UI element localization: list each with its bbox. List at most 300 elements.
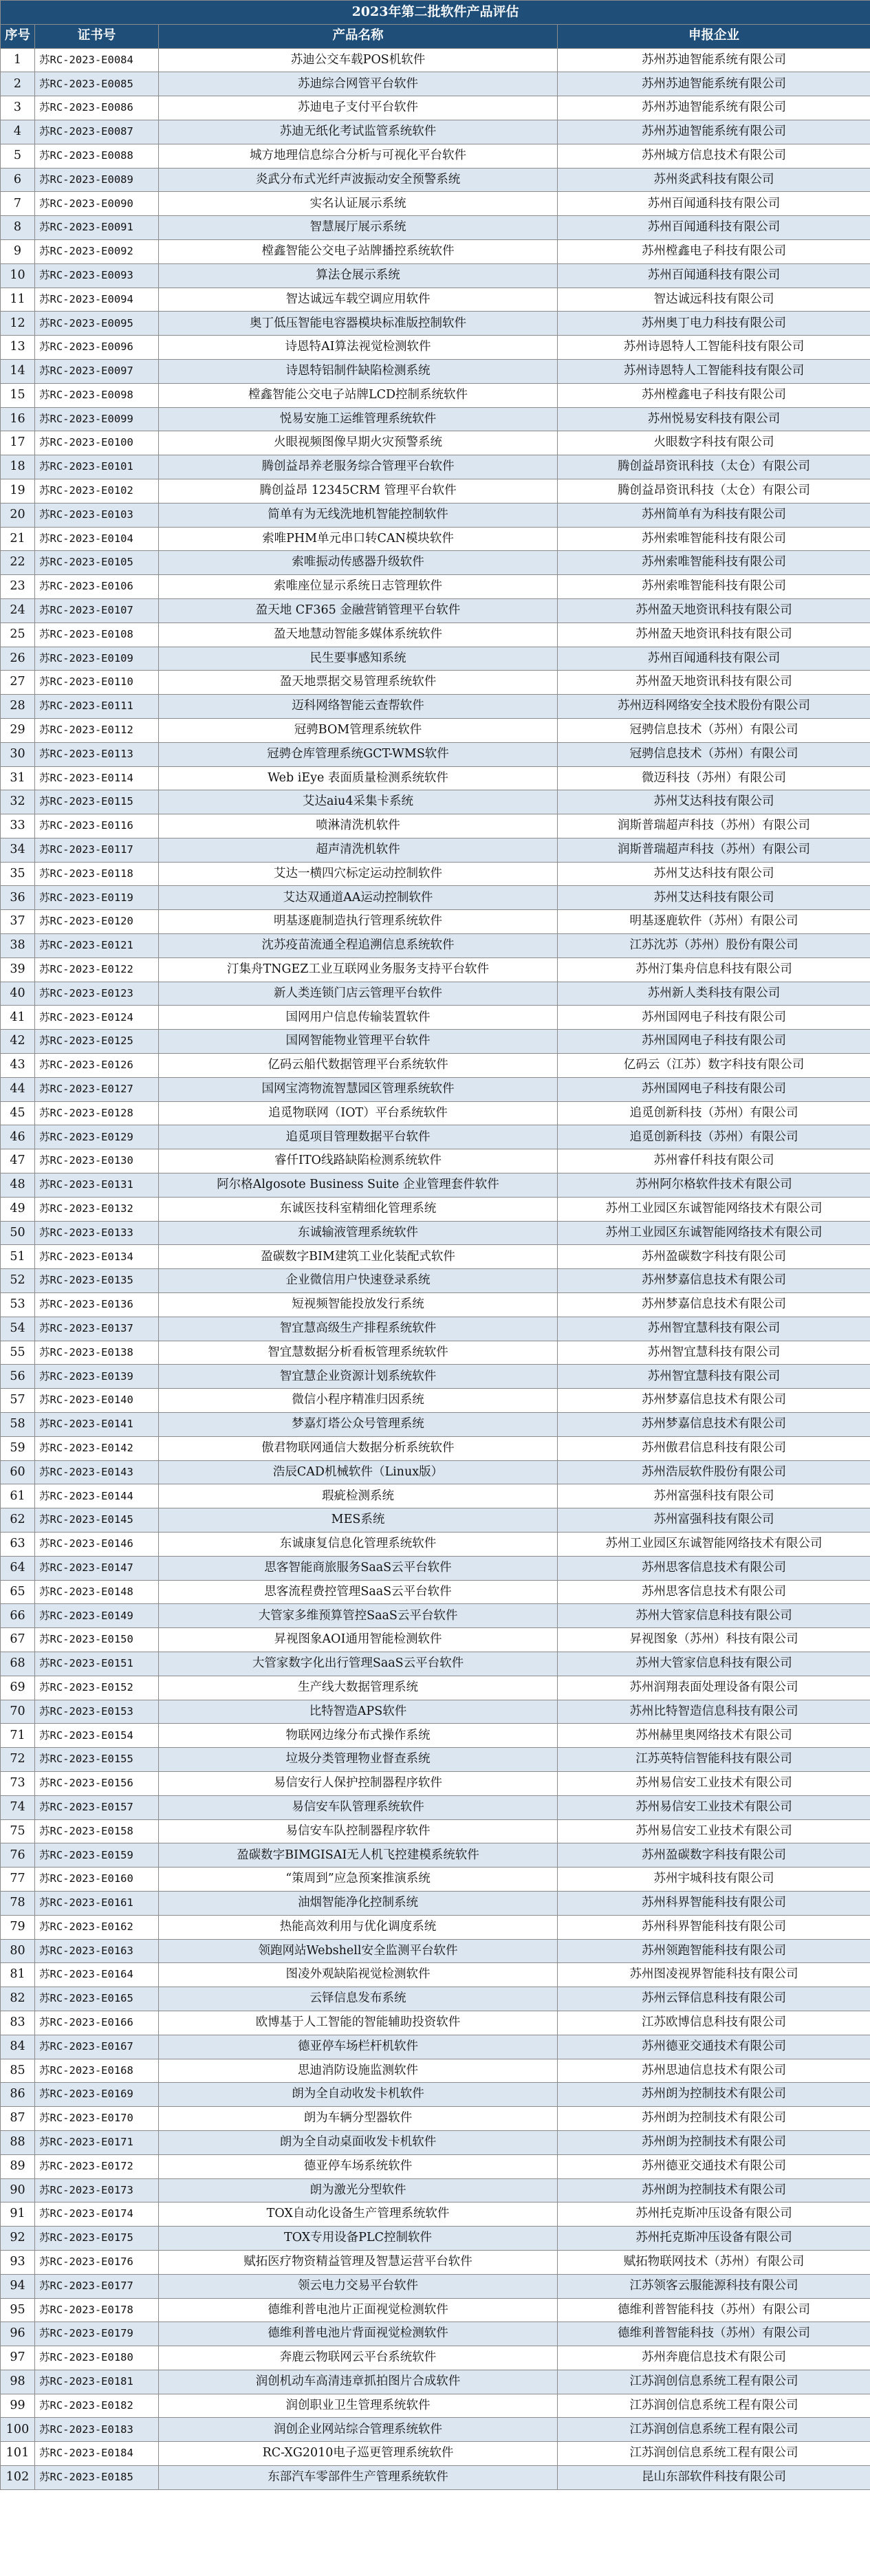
row-index: 90 [1, 2178, 35, 2202]
company-name: 苏州艾达科技有限公司 [558, 886, 870, 910]
row-index: 14 [1, 359, 35, 383]
row-index: 84 [1, 2035, 35, 2059]
product-name: 樘鑫智能公交电子站牌LCD控制系统软件 [159, 383, 558, 407]
certificate-number: 苏RC-2023-E0122 [35, 957, 159, 982]
company-name: 苏州工业园区东诚智能网络技术有限公司 [558, 1221, 870, 1245]
row-index: 52 [1, 1269, 35, 1293]
table-row [1, 1389, 870, 1413]
row-index: 23 [1, 575, 35, 599]
certificate-number: 苏RC-2023-E0099 [35, 407, 159, 431]
product-name: 智宜慧企业资源计划系统软件 [159, 1365, 558, 1389]
company-name: 江苏润创信息系统工程有限公司 [558, 2418, 870, 2442]
row-index: 44 [1, 1077, 35, 1101]
table-row [1, 455, 870, 479]
company-name: 苏州思客信息技术有限公司 [558, 1580, 870, 1604]
table-row [1, 1771, 870, 1795]
product-name: 东诚输液管理系统软件 [159, 1221, 558, 1245]
product-name: 思客流程费控管理SaaS云平台软件 [159, 1580, 558, 1604]
table-row [1, 1915, 870, 1939]
certificate-number: 苏RC-2023-E0173 [35, 2178, 159, 2202]
table-row [1, 1054, 870, 1078]
header-certificate: 证书号 [35, 24, 159, 48]
certificate-number: 苏RC-2023-E0134 [35, 1245, 159, 1269]
company-name: 苏州百闻通科技有限公司 [558, 263, 870, 288]
certificate-number: 苏RC-2023-E0159 [35, 1843, 159, 1868]
product-name: 盈天地 CF365 金融营销管理平台软件 [159, 598, 558, 623]
certificate-number: 苏RC-2023-E0129 [35, 1125, 159, 1149]
row-index: 39 [1, 957, 35, 982]
table-row [1, 623, 870, 647]
table-row [1, 862, 870, 886]
row-index: 102 [1, 2466, 35, 2490]
header-product: 产品名称 [159, 24, 558, 48]
product-name: 德维利普电池片背面视觉检测软件 [159, 2322, 558, 2346]
certificate-number: 苏RC-2023-E0157 [35, 1795, 159, 1819]
company-name: 苏州托克斯冲压设备有限公司 [558, 2202, 870, 2227]
table-row [1, 216, 870, 240]
row-index: 26 [1, 647, 35, 671]
row-index: 31 [1, 766, 35, 790]
product-name: 苏迪无纸化考试监管系统软件 [159, 120, 558, 144]
product-name: 润创职业卫生管理系统软件 [159, 2394, 558, 2418]
certificate-number: 苏RC-2023-E0111 [35, 695, 159, 719]
row-index: 48 [1, 1173, 35, 1198]
company-name: 苏州科界智能科技有限公司 [558, 1891, 870, 1915]
product-name: 城方地理信息综合分析与可视化平台软件 [159, 144, 558, 168]
certificate-number: 苏RC-2023-E0162 [35, 1915, 159, 1939]
row-index: 93 [1, 2250, 35, 2274]
certificate-number: 苏RC-2023-E0136 [35, 1293, 159, 1317]
table-row [1, 2178, 870, 2202]
certificate-number: 苏RC-2023-E0182 [35, 2394, 159, 2418]
certificate-number: 苏RC-2023-E0165 [35, 1987, 159, 2011]
company-name: 德维利普智能科技（苏州）有限公司 [558, 2322, 870, 2346]
company-name: 苏州图凌视界智能科技有限公司 [558, 1963, 870, 1987]
product-name: 智慧展厅展示系统 [159, 216, 558, 240]
certificate-number: 苏RC-2023-E0086 [35, 96, 159, 120]
company-name: 苏州朗为控制技术有限公司 [558, 2107, 870, 2131]
row-index: 24 [1, 598, 35, 623]
product-name: 企业微信用户快速登录系统 [159, 1269, 558, 1293]
product-name: 艾达双通道AA运动控制软件 [159, 886, 558, 910]
company-name: 苏州托克斯冲压设备有限公司 [558, 2227, 870, 2251]
certificate-number: 苏RC-2023-E0181 [35, 2370, 159, 2394]
table-row [1, 551, 870, 575]
product-name: 算法仓展示系统 [159, 263, 558, 288]
company-name: 苏州迈科网络安全技术股份有限公司 [558, 695, 870, 719]
certificate-number: 苏RC-2023-E0161 [35, 1891, 159, 1915]
table-row [1, 2250, 870, 2274]
product-name: 盈碳数字BIMGISAI无人机飞控建模系统软件 [159, 1843, 558, 1868]
company-name: 江苏领客云服能源科技有限公司 [558, 2274, 870, 2298]
row-index: 30 [1, 742, 35, 766]
certificate-number: 苏RC-2023-E0108 [35, 623, 159, 647]
certificate-number: 苏RC-2023-E0095 [35, 312, 159, 336]
certificate-number: 苏RC-2023-E0092 [35, 239, 159, 263]
company-name: 苏州傲君信息科技有限公司 [558, 1436, 870, 1460]
row-index: 34 [1, 838, 35, 862]
row-index: 89 [1, 2154, 35, 2178]
certificate-number: 苏RC-2023-E0094 [35, 288, 159, 312]
row-index: 65 [1, 1580, 35, 1604]
row-index: 40 [1, 982, 35, 1006]
row-index: 55 [1, 1341, 35, 1365]
product-name: 领云电力交易平台软件 [159, 2274, 558, 2298]
row-index: 74 [1, 1795, 35, 1819]
table-row [1, 1604, 870, 1628]
product-name: 索唯座位显示系统日志管理软件 [159, 575, 558, 599]
certificate-number: 苏RC-2023-E0124 [35, 1006, 159, 1030]
certificate-number: 苏RC-2023-E0153 [35, 1700, 159, 1724]
product-name: 盈碳数字BIM建筑工业化装配式软件 [159, 1245, 558, 1269]
company-name: 苏州苏迪智能系统有限公司 [558, 48, 870, 72]
product-name: 超声清洗机软件 [159, 838, 558, 862]
company-name: 苏州索唯智能科技有限公司 [558, 575, 870, 599]
certificate-number: 苏RC-2023-E0163 [35, 1939, 159, 1963]
product-name: 大管家数字化出行管理SaaS云平台软件 [159, 1652, 558, 1676]
table-row [1, 886, 870, 910]
company-name: 冠骋信息技术（苏州）有限公司 [558, 718, 870, 742]
product-name: 朗为全自动桌面收发卡机软件 [159, 2130, 558, 2154]
certificate-number: 苏RC-2023-E0145 [35, 1508, 159, 1533]
row-index: 70 [1, 1700, 35, 1724]
row-index: 6 [1, 168, 35, 192]
certificate-number: 苏RC-2023-E0172 [35, 2154, 159, 2178]
product-name: 盈天地票据交易管理系统软件 [159, 671, 558, 695]
certificate-number: 苏RC-2023-E0185 [35, 2466, 159, 2490]
certificate-number: 苏RC-2023-E0119 [35, 886, 159, 910]
product-name: 奔鹿云物联网云平台系统软件 [159, 2346, 558, 2370]
company-name: 亿码云（江苏）数字科技有限公司 [558, 1054, 870, 1078]
table-row [1, 336, 870, 360]
company-name: 苏州新人类科技有限公司 [558, 982, 870, 1006]
table-row [1, 1580, 870, 1604]
product-name: 智宜慧高级生产排程系统软件 [159, 1317, 558, 1341]
certificate-number: 苏RC-2023-E0126 [35, 1054, 159, 1078]
certificate-number: 苏RC-2023-E0118 [35, 862, 159, 886]
company-name: 腾创益昂资讯科技（太仓）有限公司 [558, 479, 870, 503]
row-index: 101 [1, 2442, 35, 2466]
row-index: 1 [1, 48, 35, 72]
product-name: TOX专用设备PLC控制软件 [159, 2227, 558, 2251]
certificate-number: 苏RC-2023-E0170 [35, 2107, 159, 2131]
table-row [1, 1149, 870, 1173]
table-row [1, 192, 870, 216]
product-name: 润创机动车高清违章抓拍图片合成软件 [159, 2370, 558, 2394]
product-name: 国网用户信息传输装置软件 [159, 1006, 558, 1030]
row-index: 8 [1, 216, 35, 240]
product-name: 德亚停车场系统软件 [159, 2154, 558, 2178]
row-index: 63 [1, 1533, 35, 1557]
company-name: 苏州智宜慧科技有限公司 [558, 1317, 870, 1341]
certificate-number: 苏RC-2023-E0117 [35, 838, 159, 862]
product-name: 艾达一横四穴标定运动控制软件 [159, 862, 558, 886]
product-name: 阿尔格Algosote Business Suite 企业管理套件软件 [159, 1173, 558, 1198]
company-name: 苏州富强科技有限公司 [558, 1484, 870, 1508]
company-name: 苏州思客信息技术有限公司 [558, 1556, 870, 1580]
company-name: 苏州国网电子科技有限公司 [558, 1077, 870, 1101]
certificate-number: 苏RC-2023-E0135 [35, 1269, 159, 1293]
product-name: 朗为车辆分型器软件 [159, 2107, 558, 2131]
table-row [1, 1413, 870, 1437]
row-index: 68 [1, 1652, 35, 1676]
company-name: 苏州汀集舟信息科技有限公司 [558, 957, 870, 982]
row-index: 76 [1, 1843, 35, 1868]
certificate-number: 苏RC-2023-E0175 [35, 2227, 159, 2251]
table-body [1, 48, 870, 2489]
company-name: 苏州易信安工业技术有限公司 [558, 1771, 870, 1795]
company-name: 苏州国网电子科技有限公司 [558, 1006, 870, 1030]
company-name: 江苏欧博信息科技有限公司 [558, 2011, 870, 2035]
table-row [1, 1795, 870, 1819]
company-name: 苏州百闻通科技有限公司 [558, 647, 870, 671]
row-index: 12 [1, 312, 35, 336]
product-name: 沈苏疫苗流通全程追溯信息系统软件 [159, 934, 558, 958]
product-name: 润创企业网站综合管理系统软件 [159, 2418, 558, 2442]
table-row [1, 2202, 870, 2227]
table-row [1, 312, 870, 336]
product-name: Web iEye 表面质量检测系统软件 [159, 766, 558, 790]
certificate-number: 苏RC-2023-E0125 [35, 1030, 159, 1054]
row-index: 37 [1, 910, 35, 934]
company-name: 苏州苏迪智能系统有限公司 [558, 96, 870, 120]
certificate-number: 苏RC-2023-E0151 [35, 1652, 159, 1676]
company-name: 苏州易信安工业技术有限公司 [558, 1795, 870, 1819]
product-name: 傲君物联网通信大数据分析系统软件 [159, 1436, 558, 1460]
header-company: 申报企业 [558, 24, 870, 48]
product-name: 国网宝湾物流智慧园区管理系统软件 [159, 1077, 558, 1101]
product-name: 樘鑫智能公交电子站牌播控系统软件 [159, 239, 558, 263]
certificate-number: 苏RC-2023-E0084 [35, 48, 159, 72]
header-index: 序号 [1, 24, 35, 48]
company-name: 苏州炎武科技有限公司 [558, 168, 870, 192]
certificate-number: 苏RC-2023-E0150 [35, 1628, 159, 1652]
table-row [1, 1628, 870, 1652]
product-name: 短视频智能投放发行系统 [159, 1293, 558, 1317]
row-index: 5 [1, 144, 35, 168]
table-row [1, 1868, 870, 1892]
company-name: 苏州苏迪智能系统有限公司 [558, 120, 870, 144]
certificate-number: 苏RC-2023-E0147 [35, 1556, 159, 1580]
product-name: 索唯PHM单元串口转CAN模块软件 [159, 527, 558, 551]
table-row [1, 2083, 870, 2107]
certificate-number: 苏RC-2023-E0156 [35, 1771, 159, 1795]
row-index: 79 [1, 1915, 35, 1939]
row-index: 22 [1, 551, 35, 575]
table-row [1, 1173, 870, 1198]
company-name: 苏州百闻通科技有限公司 [558, 216, 870, 240]
table-row [1, 407, 870, 431]
company-name: 苏州艾达科技有限公司 [558, 862, 870, 886]
row-index: 75 [1, 1819, 35, 1843]
certificate-number: 苏RC-2023-E0088 [35, 144, 159, 168]
row-index: 85 [1, 2059, 35, 2083]
table-row [1, 2059, 870, 2083]
company-name: 苏州盈天地资讯科技有限公司 [558, 623, 870, 647]
company-name: 昆山东部软件科技有限公司 [558, 2466, 870, 2490]
row-index: 16 [1, 407, 35, 431]
company-name: 苏州云铎信息科技有限公司 [558, 1987, 870, 2011]
certificate-number: 苏RC-2023-E0177 [35, 2274, 159, 2298]
certificate-number: 苏RC-2023-E0144 [35, 1484, 159, 1508]
table-row [1, 934, 870, 958]
product-name: 浩辰CAD机械软件（Linux版） [159, 1460, 558, 1484]
product-name: 油烟智能净化控制系统 [159, 1891, 558, 1915]
product-name: 民生要事感知系统 [159, 647, 558, 671]
certificate-number: 苏RC-2023-E0178 [35, 2298, 159, 2322]
certificate-number: 苏RC-2023-E0128 [35, 1101, 159, 1125]
product-name: 亿码云船代数据管理平台系统软件 [159, 1054, 558, 1078]
certificate-number: 苏RC-2023-E0106 [35, 575, 159, 599]
row-index: 56 [1, 1365, 35, 1389]
certificate-number: 苏RC-2023-E0090 [35, 192, 159, 216]
certificate-number: 苏RC-2023-E0130 [35, 1149, 159, 1173]
table-row [1, 2466, 870, 2490]
table-row [1, 1963, 870, 1987]
certificate-number: 苏RC-2023-E0101 [35, 455, 159, 479]
table-row [1, 1891, 870, 1915]
table-row [1, 2346, 870, 2370]
table-row [1, 96, 870, 120]
row-index: 91 [1, 2202, 35, 2227]
certificate-number: 苏RC-2023-E0107 [35, 598, 159, 623]
row-index: 41 [1, 1006, 35, 1030]
company-name: 苏州盈碳数字科技有限公司 [558, 1245, 870, 1269]
certificate-number: 苏RC-2023-E0110 [35, 671, 159, 695]
row-index: 95 [1, 2298, 35, 2322]
table-row [1, 1077, 870, 1101]
product-name: 生产线大数据管理系统 [159, 1676, 558, 1700]
company-name: 苏州浩辰软件股份有限公司 [558, 1460, 870, 1484]
product-name: 苏迪电子支付平台软件 [159, 96, 558, 120]
company-name: 江苏润创信息系统工程有限公司 [558, 2442, 870, 2466]
product-name: 易信安行人保护控制器程序软件 [159, 1771, 558, 1795]
table-row [1, 2130, 870, 2154]
table-row [1, 2370, 870, 2394]
product-name: 智达诚远车载空调应用软件 [159, 288, 558, 312]
certificate-number: 苏RC-2023-E0138 [35, 1341, 159, 1365]
row-index: 72 [1, 1748, 35, 1772]
table-row [1, 1341, 870, 1365]
certificate-number: 苏RC-2023-E0149 [35, 1604, 159, 1628]
table-row [1, 1293, 870, 1317]
table-row [1, 790, 870, 814]
product-name: 艾达aiu4采集卡系统 [159, 790, 558, 814]
company-name: 苏州盈天地资讯科技有限公司 [558, 671, 870, 695]
table-row [1, 120, 870, 144]
certificate-number: 苏RC-2023-E0097 [35, 359, 159, 383]
row-index: 13 [1, 336, 35, 360]
company-name: 苏州朗为控制技术有限公司 [558, 2130, 870, 2154]
table-row [1, 263, 870, 288]
table-row [1, 718, 870, 742]
company-name: 苏州智宜慧科技有限公司 [558, 1341, 870, 1365]
product-name: 盈天地慧动智能多媒体系统软件 [159, 623, 558, 647]
row-index: 99 [1, 2394, 35, 2418]
table-row [1, 2011, 870, 2035]
table-row [1, 168, 870, 192]
table-row [1, 527, 870, 551]
product-name: RC-XG2010电子巡更管理系统软件 [159, 2442, 558, 2466]
certificate-number: 苏RC-2023-E0121 [35, 934, 159, 958]
company-name: 苏州大管家信息科技有限公司 [558, 1604, 870, 1628]
company-name: 苏州工业园区东诚智能网络技术有限公司 [558, 1197, 870, 1221]
row-index: 64 [1, 1556, 35, 1580]
certificate-number: 苏RC-2023-E0132 [35, 1197, 159, 1221]
certificate-number: 苏RC-2023-E0112 [35, 718, 159, 742]
certificate-number: 苏RC-2023-E0100 [35, 431, 159, 455]
product-name: 腾创益昂养老服务综合管理平台软件 [159, 455, 558, 479]
table-row [1, 982, 870, 1006]
table-row [1, 1748, 870, 1772]
row-index: 18 [1, 455, 35, 479]
table-row [1, 742, 870, 766]
company-name: 追觅创新科技（苏州）有限公司 [558, 1101, 870, 1125]
row-index: 54 [1, 1317, 35, 1341]
company-name: 苏州梦嘉信息技术有限公司 [558, 1269, 870, 1293]
company-name: 苏州思迪信息技术有限公司 [558, 2059, 870, 2083]
row-index: 66 [1, 1604, 35, 1628]
table-row [1, 1939, 870, 1963]
product-name: 梦嘉灯塔公众号管理系统 [159, 1413, 558, 1437]
company-name: 苏州百闻通科技有限公司 [558, 192, 870, 216]
certificate-number: 苏RC-2023-E0148 [35, 1580, 159, 1604]
table-row [1, 1460, 870, 1484]
row-index: 2 [1, 72, 35, 96]
certificate-number: 苏RC-2023-E0089 [35, 168, 159, 192]
product-name: 国网智能物业管理平台软件 [159, 1030, 558, 1054]
company-name: 火眼数字科技有限公司 [558, 431, 870, 455]
row-index: 83 [1, 2011, 35, 2035]
certificate-number: 苏RC-2023-E0146 [35, 1533, 159, 1557]
row-index: 59 [1, 1436, 35, 1460]
company-name: 德维利普智能科技（苏州）有限公司 [558, 2298, 870, 2322]
table-row [1, 1436, 870, 1460]
table-row [1, 288, 870, 312]
row-index: 86 [1, 2083, 35, 2107]
row-index: 28 [1, 695, 35, 719]
product-name: 苏迪公交车载POS机软件 [159, 48, 558, 72]
certificate-number: 苏RC-2023-E0183 [35, 2418, 159, 2442]
company-name: 苏州苏迪智能系统有限公司 [558, 72, 870, 96]
product-name: 汀集舟TNGEZ工业互联网业务服务支持平台软件 [159, 957, 558, 982]
product-name: 微信小程序精准归因系统 [159, 1389, 558, 1413]
company-name: 苏州艾达科技有限公司 [558, 790, 870, 814]
company-name: 苏州朗为控制技术有限公司 [558, 2083, 870, 2107]
row-index: 71 [1, 1724, 35, 1748]
product-name: 领跑网站Webshell安全监测平台软件 [159, 1939, 558, 1963]
table-row [1, 695, 870, 719]
company-name: 苏州盈天地资讯科技有限公司 [558, 598, 870, 623]
company-name: 苏州梦嘉信息技术有限公司 [558, 1413, 870, 1437]
company-name: 苏州富强科技有限公司 [558, 1508, 870, 1533]
product-name: 云铎信息发布系统 [159, 1987, 558, 2011]
row-index: 36 [1, 886, 35, 910]
certificate-number: 苏RC-2023-E0154 [35, 1724, 159, 1748]
row-index: 32 [1, 790, 35, 814]
company-name: 苏州赫里奥网络技术有限公司 [558, 1724, 870, 1748]
table-row [1, 479, 870, 503]
company-name: 苏州简单有为科技有限公司 [558, 503, 870, 527]
product-name: 腾创益昂 12345CRM 管理平台软件 [159, 479, 558, 503]
product-name: 索唯振动传感器升级软件 [159, 551, 558, 575]
row-index: 53 [1, 1293, 35, 1317]
table-row [1, 766, 870, 790]
company-name: 苏州宇城科技有限公司 [558, 1868, 870, 1892]
table-row [1, 910, 870, 934]
row-index: 15 [1, 383, 35, 407]
table-row [1, 598, 870, 623]
